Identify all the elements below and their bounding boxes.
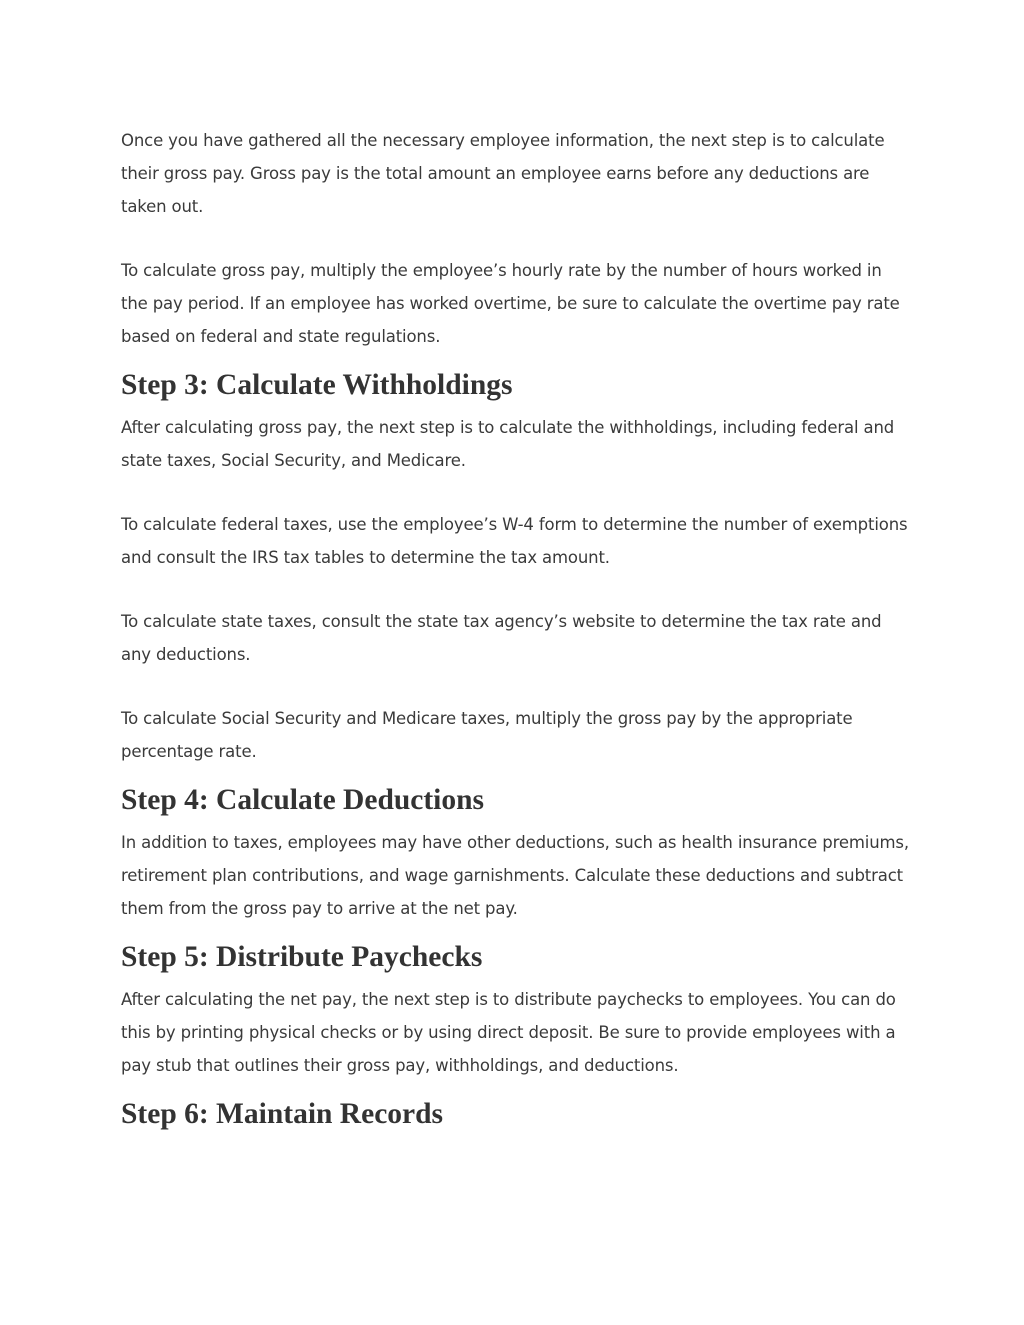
step-5-paragraph-paychecks: After calculating the net pay, the next step is to distribute paychecks to employees. You can do this by printing physical checks or by using direct deposit. Be sure to provide employees with a pay stub that outlines their gross pay, withholdings, and deductions. xyxy=(121,990,896,1075)
heading-step-3: Step 3: Calculate Withholdings xyxy=(121,369,513,401)
step-3-paragraph-withholdings: After calculating gross pay, the next step is to calculate the withholdings, including federal and state taxes, Social Security, and Medicare. xyxy=(121,418,895,470)
step-3-paragraph-state-taxes: To calculate state taxes, consult the state tax agency’s website to determine the tax rate and any deductions. xyxy=(121,612,882,664)
step-3-paragraph-social-security: To calculate Social Security and Medicare taxes, multiply the gross pay by the appropriate percentage rate. xyxy=(121,709,853,761)
heading-step-5: Step 5: Distribute Paychecks xyxy=(121,941,483,973)
intro-paragraph-gross-pay-calculation: To calculate gross pay, multiply the employee’s hourly rate by the number of hours worked in the pay period. If an employee has worked overtime, be sure to calculate the overtime pay rate based on federal and state regulations. xyxy=(121,261,900,346)
heading-step-4: Step 4: Calculate Deductions xyxy=(121,784,485,816)
intro-paragraph-gross-pay-overview: Once you have gathered all the necessary employee information, the next step is to calculate their gross pay. Gross pay is the total amount an employee earns before any deductions are taken out. xyxy=(121,131,885,216)
step-4-paragraph-deductions: In addition to taxes, employees may have other deductions, such as health insurance premiums, retirement plan contributions, and wage garnishments. Calculate these deductions and subtract them from the gross pay to arrive at the net pay. xyxy=(121,833,909,918)
step-3-paragraph-federal-taxes: To calculate federal taxes, use the employee’s W-4 form to determine the number of exemptions and consult the IRS tax tables to determine the tax amount. xyxy=(121,515,908,567)
article-body xyxy=(121,124,911,1140)
heading-step-6: Step 6: Maintain Records xyxy=(121,1098,444,1130)
